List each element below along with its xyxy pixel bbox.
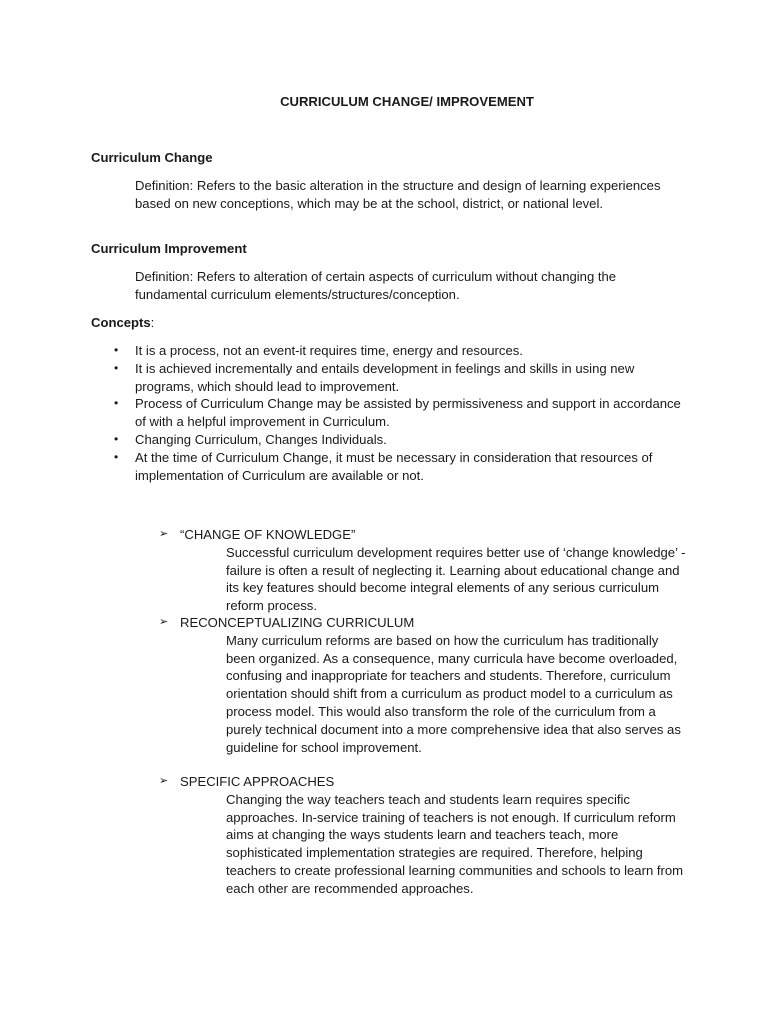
concept-item-text: At the time of Curriculum Change, it must be necessary in consideration that resources of implementation of Curriculum are available or not.	[135, 449, 653, 483]
concepts-list	[91, 342, 681, 484]
curriculum-change-heading: Curriculum Change	[91, 150, 213, 165]
concepts-label	[91, 314, 154, 332]
arrow-bullet-icon: ➢	[159, 775, 169, 787]
arrow-bullet-icon: ➢	[159, 616, 169, 628]
arrow-bullet-icon: ➢	[159, 528, 169, 540]
concept-item	[91, 449, 681, 485]
bullet-icon: •	[114, 360, 119, 375]
approach-body: Changing the way teachers teach and students learn requires specific approaches. In-service training of teachers is not enough. If curriculum reform aims at changing the ways students learn and teachers teach, more sophisticated implementation strategies are required. Therefore, helping teachers to create professional learning communities and schools to learn from each other are recommended approaches.	[226, 791, 684, 896]
approach-item-specific-approaches	[159, 773, 689, 898]
approach-heading: RECONCEPTUALIZING CURRICULUM	[180, 615, 415, 630]
bullet-icon: •	[114, 449, 119, 464]
concept-item-text: It is achieved incrementally and entails development in feelings and skills in using new programs, which should lead to improvement.	[135, 360, 635, 394]
curriculum-improvement-definition: Definition: Refers to alteration of certain aspects of curriculum without changing the fundamental curriculum elements/structures/conception.	[135, 269, 617, 302]
approach-heading: SPECIFIC APPROACHES	[180, 774, 335, 789]
curriculum-improvement-heading: Curriculum Improvement	[91, 241, 247, 256]
approach-item-change-of-knowledge	[159, 526, 689, 615]
concept-item	[91, 342, 681, 360]
bullet-icon: •	[114, 343, 119, 357]
concepts-label-colon: :	[150, 315, 155, 330]
concept-item-text: It is a process, not an event-it requires time, energy and resources.	[135, 343, 523, 358]
approach-heading: “CHANGE OF KNOWLEDGE”	[180, 527, 356, 542]
concept-item	[91, 395, 681, 431]
concept-item	[91, 431, 681, 449]
concept-item	[91, 360, 681, 396]
bullet-icon: •	[114, 396, 119, 411]
bullet-icon: •	[114, 431, 119, 446]
concept-item-text: Process of Curriculum Change may be assisted by permissiveness and support in accordance of with a helpful improvement in Curriculum.	[135, 396, 681, 430]
concept-item-text: Changing Curriculum, Changes Individuals.	[135, 431, 387, 447]
approach-item-reconceptualizing	[159, 614, 689, 756]
document-title: CURRICULUM CHANGE/ IMPROVEMENT	[280, 94, 534, 109]
approach-body: Successful curriculum development requires better use of ‘change knowledge’ - failure is often a result of neglecting it. Learning about educational change and its key features should become integral elements of any serious curriculum reform process.	[226, 544, 686, 614]
concepts-label-text: Concepts	[91, 315, 151, 330]
approach-body: Many curriculum reforms are based on how the curriculum has traditionally been organized. As a consequence, many curricula have become overloaded, confusing and inappropriate for teachers and students. Therefore, curriculum orientation should shift from a curriculum as product model to a curriculum as process model. This would also transform the role of the curriculum from a purely technical document into a more comprehensive idea that also serves as guideline for school improvement.	[226, 632, 681, 755]
curriculum-change-definition: Definition: Refers to the basic alteration in the structure and design of learning experiences based on new conceptions, which may be at the school, district, or national level.	[135, 178, 661, 211]
